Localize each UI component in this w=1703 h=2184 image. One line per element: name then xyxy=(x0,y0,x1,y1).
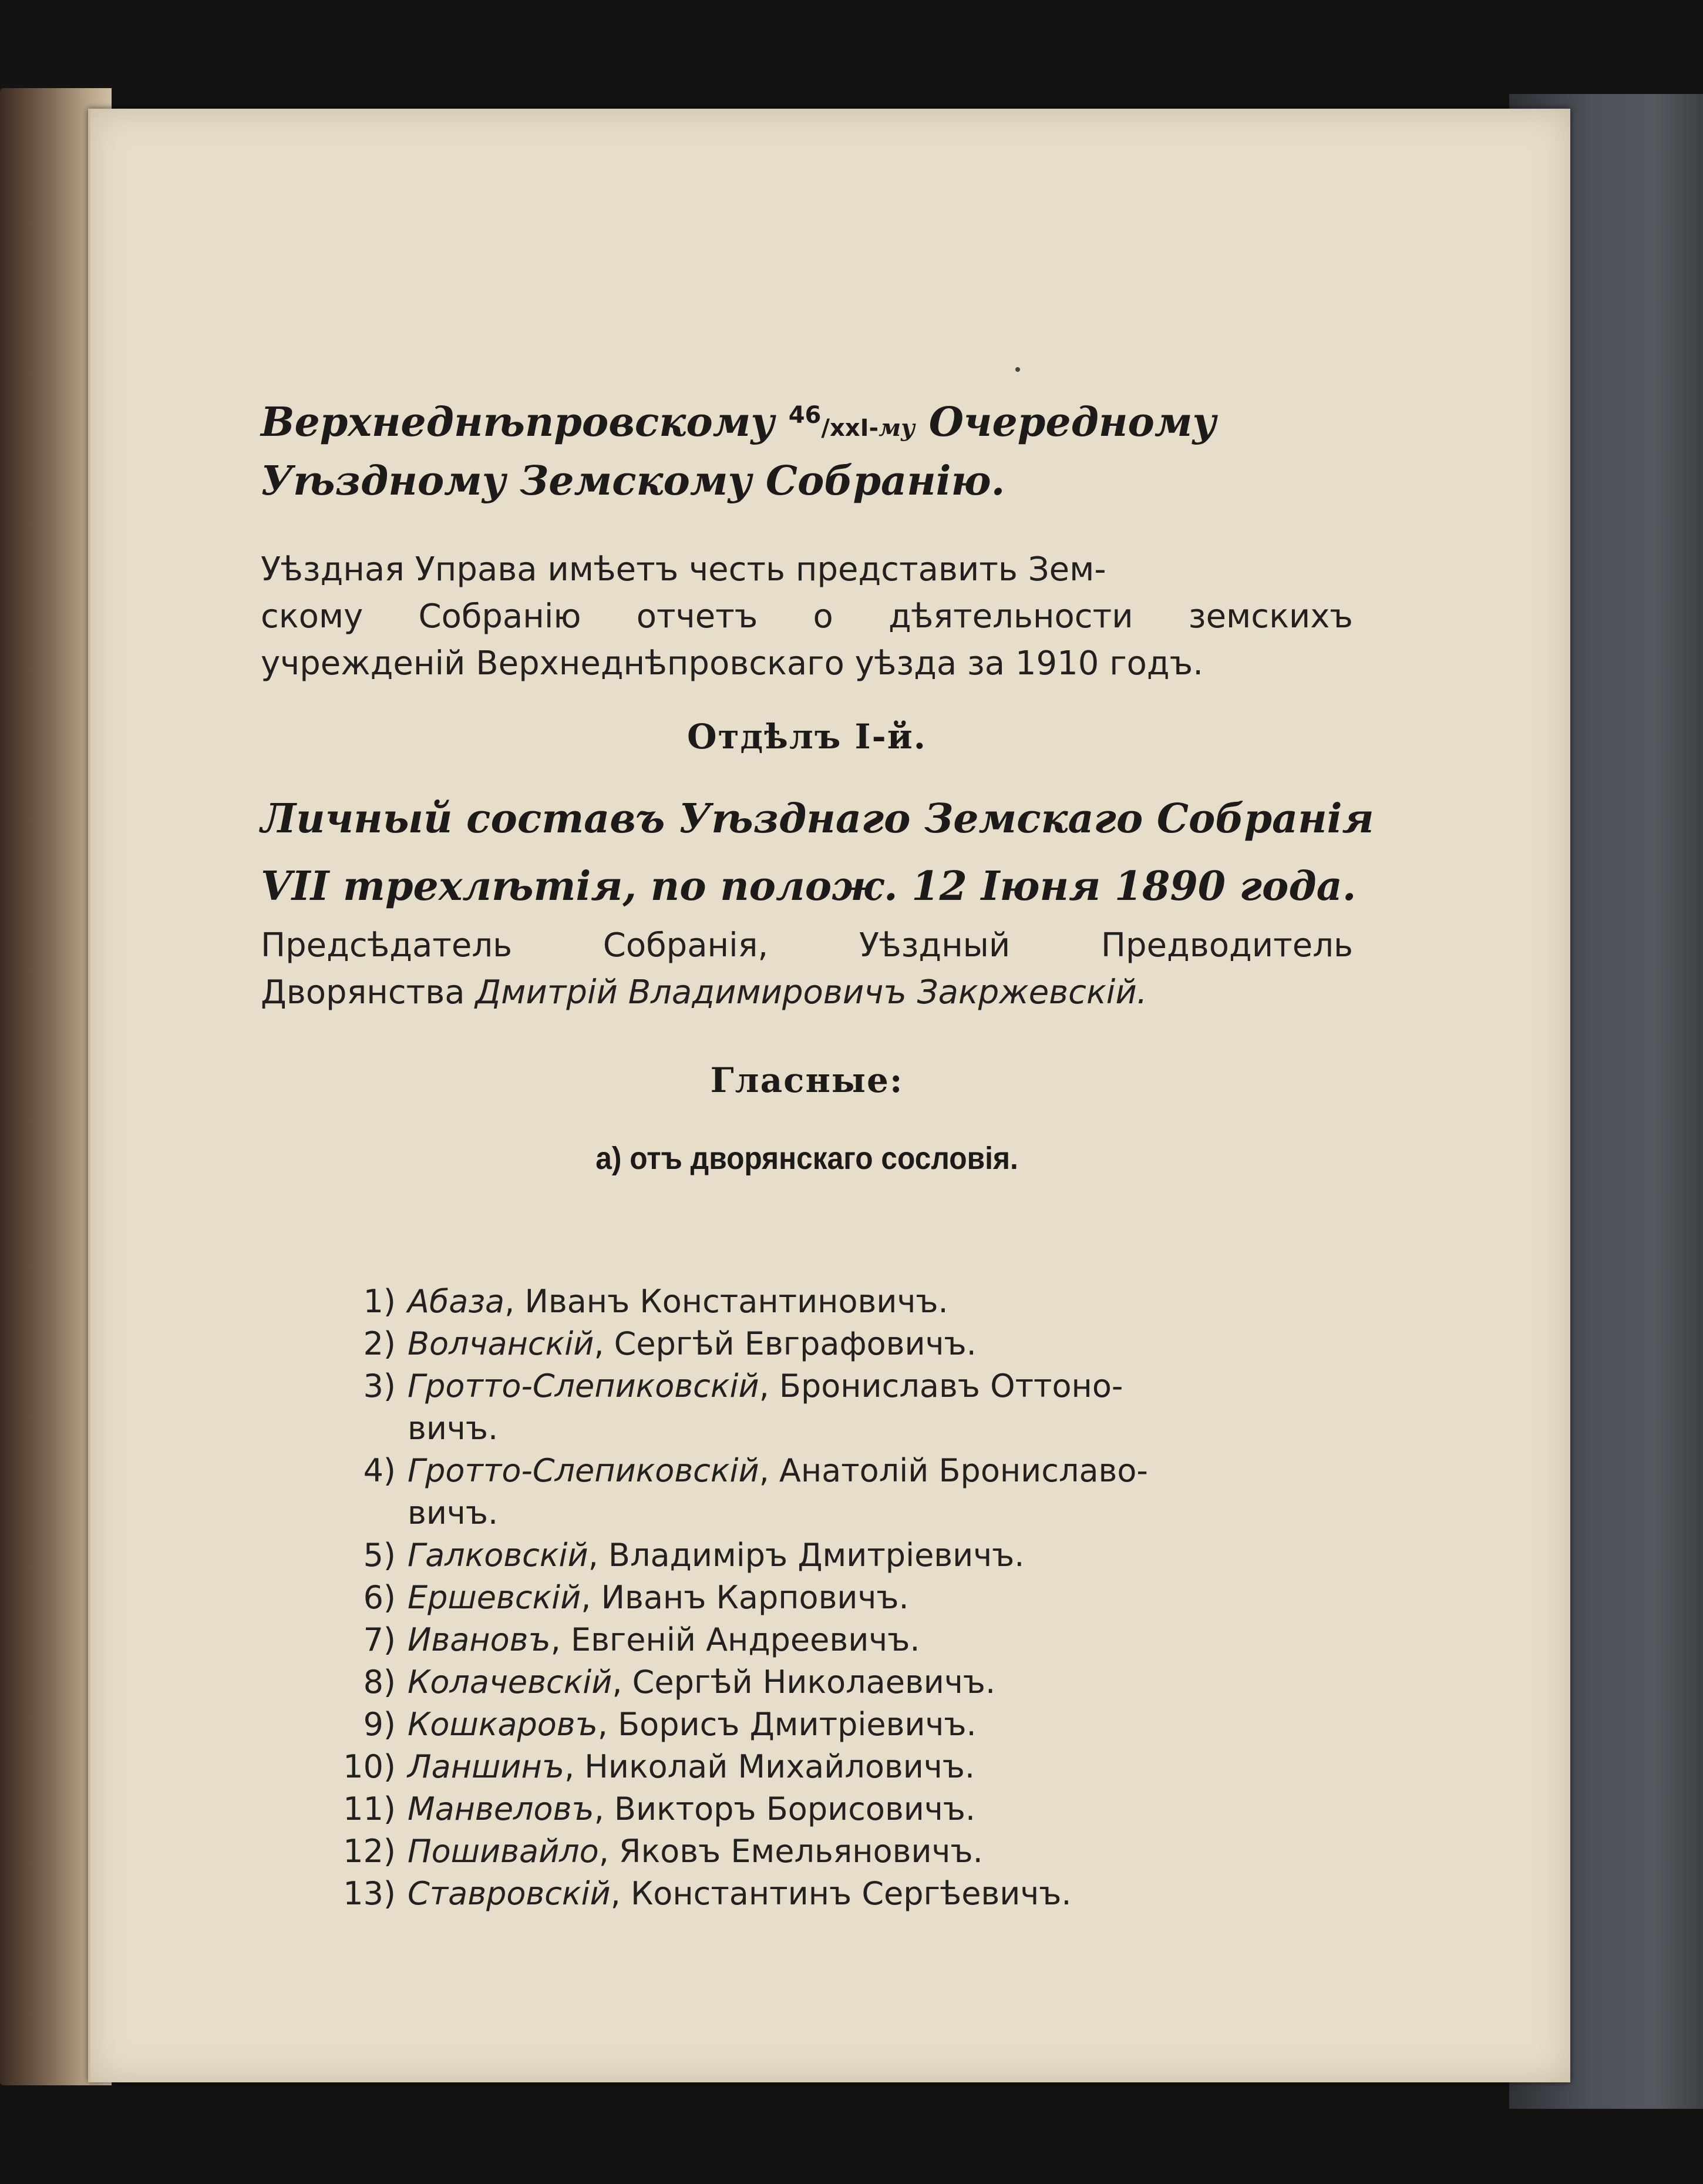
member-number: 6) xyxy=(363,1579,396,1616)
member-given-names: , Яковъ Емельяновичъ. xyxy=(598,1833,983,1870)
member-continuation: вичъ. xyxy=(408,1410,499,1447)
heading-text-end: Очередному xyxy=(915,399,1217,446)
member-number: 9) xyxy=(363,1706,396,1743)
member-surname: Пошивайло xyxy=(408,1833,599,1870)
member-given-names: , Викторъ Борисовичъ. xyxy=(594,1790,976,1827)
list-item xyxy=(261,1703,1353,1746)
member-line xyxy=(408,1706,977,1743)
member-given-names: , Николай Михайловичъ. xyxy=(564,1748,975,1785)
member-number: 5) xyxy=(363,1537,396,1574)
member-number: 4) xyxy=(363,1452,396,1489)
session-roman: /xxI- xyxy=(821,415,879,442)
session-suffix: му xyxy=(879,414,916,442)
heading-line-2: Уѣздному Земскому Собранію. xyxy=(261,458,1005,505)
member-given-names: , Сергѣй Евграфовичъ. xyxy=(594,1325,977,1362)
member-surname: Абаза xyxy=(408,1283,505,1320)
member-given-names: , Сергѣй Николаевичъ. xyxy=(612,1664,996,1701)
heading-line-1 xyxy=(261,399,1353,446)
list-item xyxy=(261,1577,1353,1619)
member-number: 13) xyxy=(343,1875,396,1912)
member-surname: Манвеловъ xyxy=(408,1790,594,1827)
member-line xyxy=(408,1664,995,1701)
member-given-names: , Евгеній Андреевичъ. xyxy=(550,1621,920,1658)
member-surname: Гротто-Слепиковскій xyxy=(408,1452,759,1489)
member-given-names: , Иванъ Карповичъ. xyxy=(581,1579,909,1616)
member-surname: Ершевскій xyxy=(408,1579,581,1616)
member-given-names: , Владиміръ Дмитріевичъ. xyxy=(588,1537,1025,1574)
list-item xyxy=(261,1873,1353,1915)
members-list xyxy=(261,1281,1353,1915)
member-given-names: , Иванъ Константиновичъ. xyxy=(504,1283,948,1320)
subtitle-line-2: VII трехлѣтія, по полож. 12 Іюня 1890 года. xyxy=(261,863,1357,910)
book-page xyxy=(88,109,1570,2082)
member-given-names: , Анатолій Брониславо- xyxy=(759,1452,1148,1489)
session-number: 46 xyxy=(788,402,822,429)
member-line xyxy=(408,1365,1353,1407)
member-line xyxy=(408,1450,1353,1492)
list-item xyxy=(261,1365,1353,1450)
list-item xyxy=(261,1788,1353,1830)
member-surname: Волчанскій xyxy=(408,1325,594,1362)
member-line xyxy=(408,1790,975,1827)
chairman-line-1: Предсѣдатель Собранія, Уѣздный Предводитель xyxy=(261,926,1353,965)
page-speck xyxy=(1015,367,1020,372)
subsection-title: а) отъ дворянскаго сословія. xyxy=(595,1141,1018,1176)
member-number: 8) xyxy=(363,1664,396,1701)
member-surname: Ланшинъ xyxy=(408,1748,564,1785)
list-item xyxy=(261,1661,1353,1703)
intro-line-1: Уѣздная Управа имѣетъ честь представить Зем- xyxy=(261,550,1106,589)
member-surname: Колачевскій xyxy=(408,1664,612,1701)
member-line xyxy=(408,1579,909,1616)
member-line xyxy=(408,1537,1024,1574)
list-item xyxy=(261,1746,1353,1788)
member-number: 7) xyxy=(363,1621,396,1658)
member-number: 11) xyxy=(343,1790,396,1827)
glasnye-title: Гласные: xyxy=(710,1060,904,1100)
member-number: 3) xyxy=(363,1367,396,1405)
list-item xyxy=(261,1830,1353,1873)
member-line xyxy=(408,1833,983,1870)
member-line xyxy=(408,1748,975,1785)
list-item xyxy=(261,1619,1353,1661)
member-number: 2) xyxy=(363,1325,396,1362)
member-given-names: , Брониславъ Оттоно- xyxy=(759,1367,1123,1405)
intro-paragraph xyxy=(261,546,1353,687)
chairman-line-2: Дворянства Дмитрій Владимировичъ Закржевскій. xyxy=(261,973,1147,1012)
member-given-names: , Борисъ Дмитріевичъ. xyxy=(597,1706,977,1743)
member-line xyxy=(408,1325,977,1362)
member-surname: Гротто-Слепиковскій xyxy=(408,1367,759,1405)
list-item xyxy=(261,1323,1353,1365)
member-number: 10) xyxy=(343,1748,396,1785)
member-given-names: , Константинъ Сергѣевичъ. xyxy=(610,1875,1072,1912)
member-surname: Ставровскій xyxy=(408,1875,611,1912)
member-number: 1) xyxy=(363,1283,396,1320)
member-line xyxy=(408,1621,920,1658)
list-item xyxy=(261,1534,1353,1577)
chairman-name: Дмитрій Владимировичъ Закржевскій. xyxy=(475,973,1147,1012)
member-line xyxy=(408,1283,948,1320)
member-surname: Ивановъ xyxy=(408,1621,551,1658)
member-surname: Кошкаровъ xyxy=(408,1706,598,1743)
member-line xyxy=(408,1875,1072,1912)
member-number: 12) xyxy=(343,1833,396,1870)
chairman-paragraph xyxy=(261,922,1353,1016)
list-item xyxy=(261,1281,1353,1323)
section-title: Отдѣлъ I-й. xyxy=(687,717,927,757)
subtitle-line-1: Личный составъ Уѣзднаго Земскаго Собранія xyxy=(261,795,1374,842)
intro-line-2: скому Собранію отчетъ о дѣятельности земскихъ xyxy=(261,597,1353,636)
intro-line-3: учрежденій Верхнеднѣпровскаго уѣзда за 1910 годъ. xyxy=(261,644,1203,683)
member-continuation: вичъ. xyxy=(408,1494,499,1531)
heading-text: Верхнеднѣпровскому xyxy=(261,399,789,446)
member-surname: Галковскій xyxy=(408,1537,588,1574)
list-item xyxy=(261,1450,1353,1534)
